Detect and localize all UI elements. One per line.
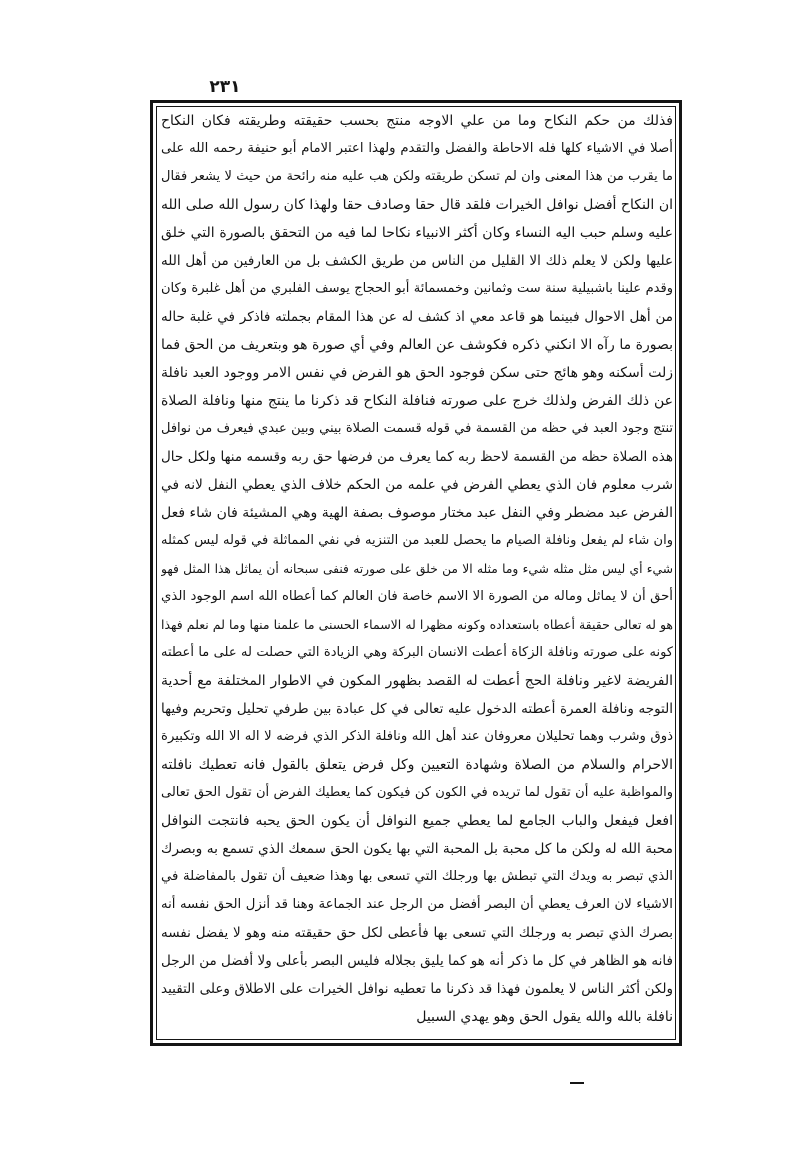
text-line: وقدم علينا باشبيلية سنة ست وثمانين وخمسمائة أبو الحجاج يوسف الفلبري من أهل غلبرة وكان xyxy=(161,281,673,296)
text-line-final: نافلة بالله والله يقول الحق وهو يهدي السبيل xyxy=(416,1009,673,1025)
text-line: ان النكاح أفضل نوافل الخيرات فلقد قال حقا وصادف حقا ولهذا كان رسول الله صلى الله xyxy=(161,197,673,213)
page-number: ٢٣١ xyxy=(209,77,241,97)
text-line: والمواظبة عليه أن تقول لما تريده في الكون كن فيكون كما يعطيك الفرض أن تقول الحق تعالى xyxy=(161,785,673,800)
text-line: التوجه ونافلة العمرة أعطته الدخول عليه تعالى في كل عبادة بين طرفي تحليل وتحريم وفيها xyxy=(161,701,673,717)
text-line: ما يقرب من هذا المعنى وان لم تسكن طريقته ولكن هب عليه منه رائحة من حيث لا يشعر فقال xyxy=(161,169,673,184)
text-frame xyxy=(150,100,682,1046)
text-line: شيء أي ليس مثل مثله شيء وما مثله الا من خلق على صورته فنفى سبحانه أن يماثل هذا المثل فهو xyxy=(161,562,673,576)
text-line: وان شاء لم يفعل ونافلة الصيام ما يحصل للعبد من التنزيه في نفي المماثلة في قوله ليس كمثله xyxy=(161,533,673,548)
text-line: هذه الصلاة حظه من القسمة لاحظ ربه كما يعرف من فرضها حق ربه وقسمه منها ولكل حال xyxy=(161,449,673,465)
text-line: الذي تبصر به ويدك التي تبطش بها ورجلك التي تسعى بها وهذا ضعيف أن تقول بالمفاضلة في xyxy=(161,869,673,884)
text-line: افعل فيفعل والباب الجامع لما يعطي جميع النوافل أن يكون الحق يحبه فانتجت النوافل xyxy=(161,813,673,829)
text-line: من أهل الاحوال فبينما هو قاعد معي اذ كشف له عن هذا المقام بجملته فاذكر في غلبة حاله xyxy=(161,309,673,325)
text-line: ذوق وشرب وهما تحليلان معروفان عند أهل الله ونافلة الذكر الذي فرضه لا اله الا الله وتكبيرة xyxy=(161,729,673,744)
text-line: الاحرام والسلام من الصلاة وشهادة التعيين وكل فرض يتعلق بالقول فانه تعطيك نافلته xyxy=(161,757,673,773)
text-line: عن ذلك الفرض ولذلك خرج على صورته فنافلة النكاح قد ذكرنا ما ينتج منها ونافلة الصلاة xyxy=(161,393,673,409)
text-line: فذلك من حكم النكاح وما من علي الاوجه منتج بحسب حقيقته وطريقته فكان النكاح xyxy=(161,113,673,129)
text-line: بصورة ما رآه الا انكني ذكره فكوشف عن العالم وفي أي صورة هو وبتعريف من الحق فما xyxy=(161,337,673,353)
text-line: أصلا في الاشياء كلها فله الاحاطة والفضل والتقدم ولهذا اعتبر الامام أبو حنيفة رحمه الله على xyxy=(161,141,673,156)
text-line: عليها ولكن لا يعلم ذلك الا القليل من الناس من طريق الكشف بل من العارفين من أهل الله xyxy=(161,253,673,269)
text-line: أحق أن لا يماثل وماله من الصورة الا الاسم خاصة فان العالم كما أعطاه الله اسم الوجود الذي xyxy=(161,589,673,604)
text-line: ولكن أكثر الناس لا يعلمون فهذا قد ذكرنا ما تعطيه نوافل الخيرات على الاطلاق وعلى التقييد xyxy=(161,981,673,997)
text-line: الفريضة لاغير ونافلة الحج أعطت له القصد بظهور المكون في الاطوار المختلفة مع أحدية xyxy=(161,673,673,689)
text-line: تنتج وجود العبد في حظه من القسمة في قوله قسمت الصلاة بيني وبين عبدي فيعرف من نوافل xyxy=(161,421,673,436)
text-line: الفرض عبد مضطر وفي النفل عبد مختار موصوف بصفة الهية وهي المشيئة فان شاء فعل xyxy=(161,505,673,521)
text-line: هو له تعالى حقيقة أعطاه باستعداده وكونه مظهرا له الاسماء الحسنى ما علمنا منها وما لم نعلم فهذا xyxy=(161,617,673,632)
text-line: بصرك الذي تبصر به ورجلك التي تسعى بها فأعطى لكل حق حقيقته منه وهو لا يفضل نفسه xyxy=(161,925,673,941)
text-line: عليه وسلم حبب اليه النساء وكان أكثر الانبياء نكاحا لما فيه من التحقق بالصورة التي خلق xyxy=(161,225,673,241)
text-line: شرب معلوم فان الذي يعطي الفرض في علمه من الحكم خلاف الذي يعطي النفل لانه في xyxy=(161,477,673,493)
body-text xyxy=(161,107,673,1037)
text-line: محبة الله له ولكن ما كل محبة بل المحبة التي بها يكون الحق سمعك الذي تسمع به وبصرك xyxy=(161,841,673,857)
text-line: كونه على صورته ونافلة الزكاة أعطت الانسان البركة وهي الزيادة التي حصلت له على ما أعطته xyxy=(161,645,673,660)
text-line: زلت أسكنه وهو هائج حتى سكن فوجود الحق هو الفرض في نفس الامر ووجود العبد نافلة xyxy=(161,365,673,381)
text-line: فانه هو الظاهر في كل ما ذكر أنه هو كما يليق بجلاله فليس البصر بأعلى ولا أفضل من الرجل xyxy=(161,953,673,969)
text-line: الاشياء لان العرف يعطي أن البصر أفضل من الرجل عند الجماعة وهنا قد أنزل الحق نفسه أنه xyxy=(161,897,673,912)
printer-mark xyxy=(570,1082,584,1084)
